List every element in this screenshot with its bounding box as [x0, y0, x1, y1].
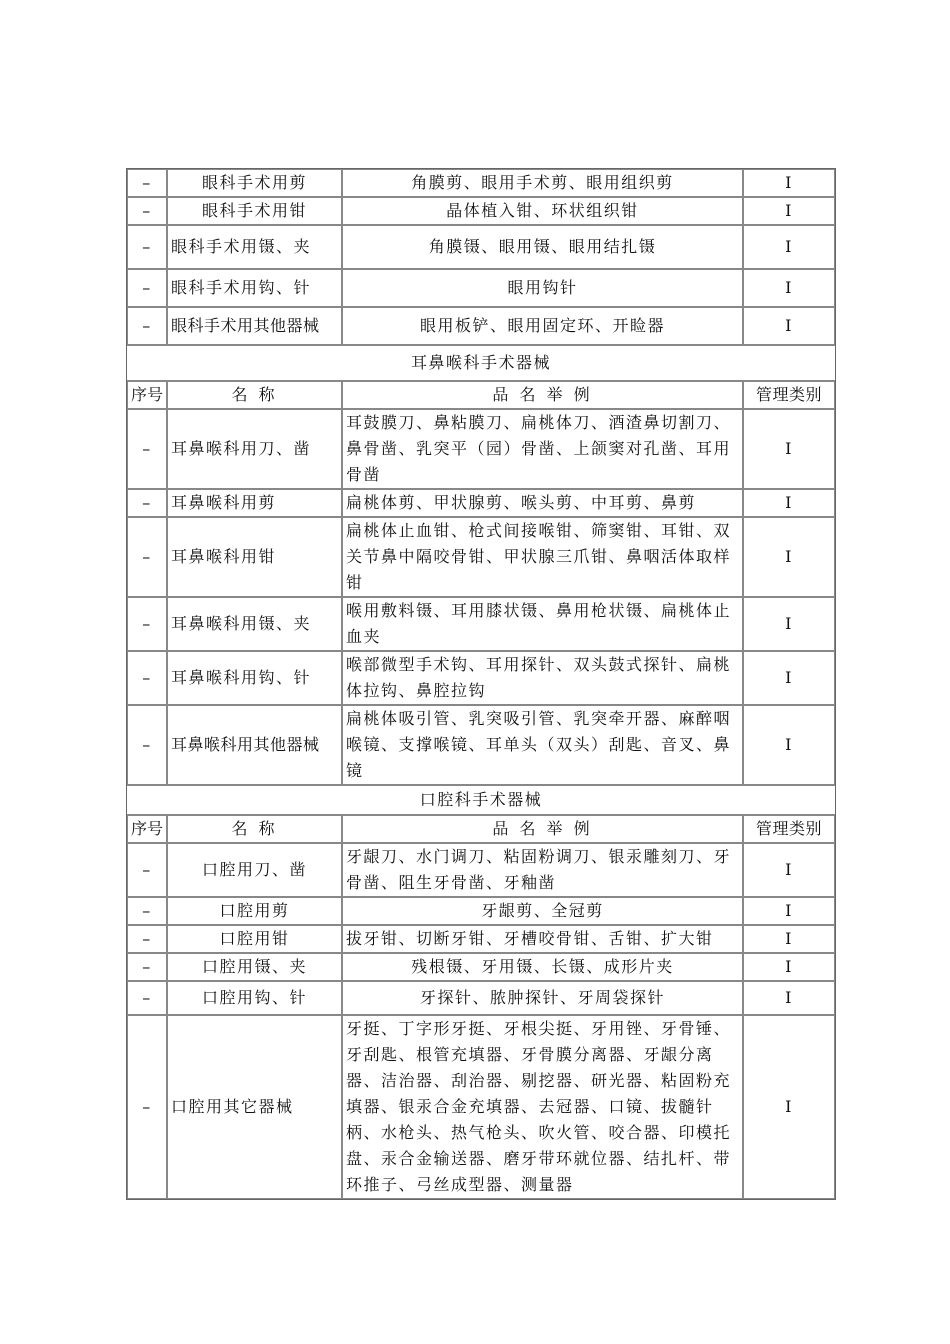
name-cell: 口腔用钳 [167, 925, 342, 953]
examples-cell: 牙龈刀、水门调刀、粘固粉调刀、银汞雕刻刀、牙骨凿、阻生牙骨凿、牙釉凿 [342, 843, 743, 897]
name-cell: 耳鼻喉科用其他器械 [167, 705, 342, 785]
seq-cell: – [127, 651, 167, 705]
name-cell: 耳鼻喉科用钳 [167, 517, 342, 597]
header-class: 管理类别 [743, 381, 835, 409]
table-row [127, 225, 835, 269]
seq-cell: – [127, 409, 167, 489]
column-header-row [127, 815, 835, 843]
header-name: 名 称 [167, 815, 342, 843]
table-row [127, 307, 835, 345]
seq-cell: – [127, 897, 167, 925]
class-cell: I [743, 597, 835, 651]
table-row [127, 953, 835, 981]
examples-cell: 拔牙钳、切断牙钳、牙槽咬骨钳、舌钳、扩大钳 [342, 925, 743, 953]
examples-cell: 眼用钩针 [342, 269, 743, 307]
seq-cell: – [127, 225, 167, 269]
examples-cell: 喉用敷料镊、耳用膝状镊、鼻用枪状镊、扁桃体止血夹 [342, 597, 743, 651]
seq-cell: – [127, 269, 167, 307]
seq-cell: – [127, 197, 167, 225]
seq-cell: – [127, 169, 167, 197]
seq-cell: – [127, 1015, 167, 1199]
examples-cell: 耳鼓膜刀、鼻粘膜刀、扁桃体刀、酒渣鼻切割刀、鼻骨凿、乳突平（园）骨凿、上颌窦对孔凿、耳用骨凿 [342, 409, 743, 489]
table-row [127, 843, 835, 897]
name-cell: 耳鼻喉科用镊、夹 [167, 597, 342, 651]
seq-cell: – [127, 517, 167, 597]
examples-cell: 扁桃体吸引管、乳突吸引管、乳突牵开器、麻醉咽喉镜、支撑喉镜、耳单头（双头）刮匙、音叉、鼻镜 [342, 705, 743, 785]
name-cell: 耳鼻喉科用钩、针 [167, 651, 342, 705]
header-seq: 序号 [127, 381, 167, 409]
examples-cell: 角膜剪、眼用手术剪、眼用组织剪 [342, 169, 743, 197]
examples-cell: 角膜镊、眼用镊、眼用结扎镊 [342, 225, 743, 269]
class-cell: I [743, 409, 835, 489]
table-row [127, 597, 835, 651]
class-cell: I [743, 1015, 835, 1199]
table-row [127, 269, 835, 307]
table-row [127, 705, 835, 785]
section-header-row [127, 345, 835, 381]
table-row [127, 897, 835, 925]
table-row [127, 1015, 835, 1199]
document-page [126, 168, 834, 1200]
class-cell: I [743, 651, 835, 705]
class-cell: I [743, 843, 835, 897]
name-cell: 眼科手术用剪 [167, 169, 342, 197]
section-header-row [127, 785, 835, 815]
table-row [127, 169, 835, 197]
examples-cell: 残根镊、牙用镊、长镊、成形片夹 [342, 953, 743, 981]
name-cell: 耳鼻喉科用剪 [167, 489, 342, 517]
class-cell: I [743, 517, 835, 597]
table-row [127, 925, 835, 953]
header-examples: 品 名 举 例 [342, 381, 743, 409]
seq-cell: – [127, 925, 167, 953]
name-cell: 口腔用剪 [167, 897, 342, 925]
class-cell: I [743, 307, 835, 345]
name-cell: 眼科手术用镊、夹 [167, 225, 342, 269]
table-row [127, 409, 835, 489]
examples-cell: 扁桃体止血钳、枪式间接喉钳、筛窦钳、耳钳、双关节鼻中隔咬骨钳、甲状腺三爪钳、鼻咽活体取样钳 [342, 517, 743, 597]
header-class: 管理类别 [743, 815, 835, 843]
name-cell: 眼科手术用钩、针 [167, 269, 342, 307]
seq-cell: – [127, 953, 167, 981]
header-name: 名 称 [167, 381, 342, 409]
name-cell: 耳鼻喉科用刀、凿 [167, 409, 342, 489]
class-cell: I [743, 489, 835, 517]
class-cell: I [743, 953, 835, 981]
class-cell: I [743, 925, 835, 953]
table-row [127, 651, 835, 705]
table-row [127, 981, 835, 1015]
header-seq: 序号 [127, 815, 167, 843]
class-cell: I [743, 197, 835, 225]
examples-cell: 晶体植入钳、环状组织钳 [342, 197, 743, 225]
seq-cell: – [127, 705, 167, 785]
table-row [127, 517, 835, 597]
seq-cell: – [127, 597, 167, 651]
table-row [127, 197, 835, 225]
examples-cell: 喉部微型手术钩、耳用探针、双头鼓式探针、扁桃体拉钩、鼻腔拉钩 [342, 651, 743, 705]
name-cell: 眼科手术用其他器械 [167, 307, 342, 345]
name-cell: 眼科手术用钳 [167, 197, 342, 225]
name-cell: 口腔用其它器械 [167, 1015, 342, 1199]
class-cell: I [743, 705, 835, 785]
section-title: 口腔科手术器械 [127, 785, 835, 815]
examples-cell: 牙龈剪、全冠剪 [342, 897, 743, 925]
device-catalog-table [126, 168, 836, 1200]
name-cell: 口腔用钩、针 [167, 981, 342, 1015]
examples-cell: 扁桃体剪、甲状腺剪、喉头剪、中耳剪、鼻剪 [342, 489, 743, 517]
name-cell: 口腔用镊、夹 [167, 953, 342, 981]
seq-cell: – [127, 981, 167, 1015]
name-cell: 口腔用刀、凿 [167, 843, 342, 897]
examples-cell: 牙探针、脓肿探针、牙周袋探针 [342, 981, 743, 1015]
examples-cell: 牙挺、丁字形牙挺、牙根尖挺、牙用锉、牙骨锤、牙刮匙、根管充填器、牙骨膜分离器、牙龈分离器、洁治器、刮治器、剔挖器、研光器、粘固粉充填器、银汞合金充填器、去冠器、口镜、拔髓针柄、水枪头、热气枪头、吹火管、咬合器、印模托盘、汞合金输送器、磨牙带环就位器、结扎杆、带环推子、弓丝成型器、测量器 [342, 1015, 743, 1199]
class-cell: I [743, 169, 835, 197]
class-cell: I [743, 225, 835, 269]
header-examples: 品 名 举 例 [342, 815, 743, 843]
examples-cell: 眼用板铲、眼用固定环、开睑器 [342, 307, 743, 345]
class-cell: I [743, 981, 835, 1015]
section-title: 耳鼻喉科手术器械 [127, 345, 835, 381]
class-cell: I [743, 897, 835, 925]
table-row [127, 489, 835, 517]
seq-cell: – [127, 489, 167, 517]
class-cell: I [743, 269, 835, 307]
seq-cell: – [127, 843, 167, 897]
seq-cell: – [127, 307, 167, 345]
column-header-row [127, 381, 835, 409]
